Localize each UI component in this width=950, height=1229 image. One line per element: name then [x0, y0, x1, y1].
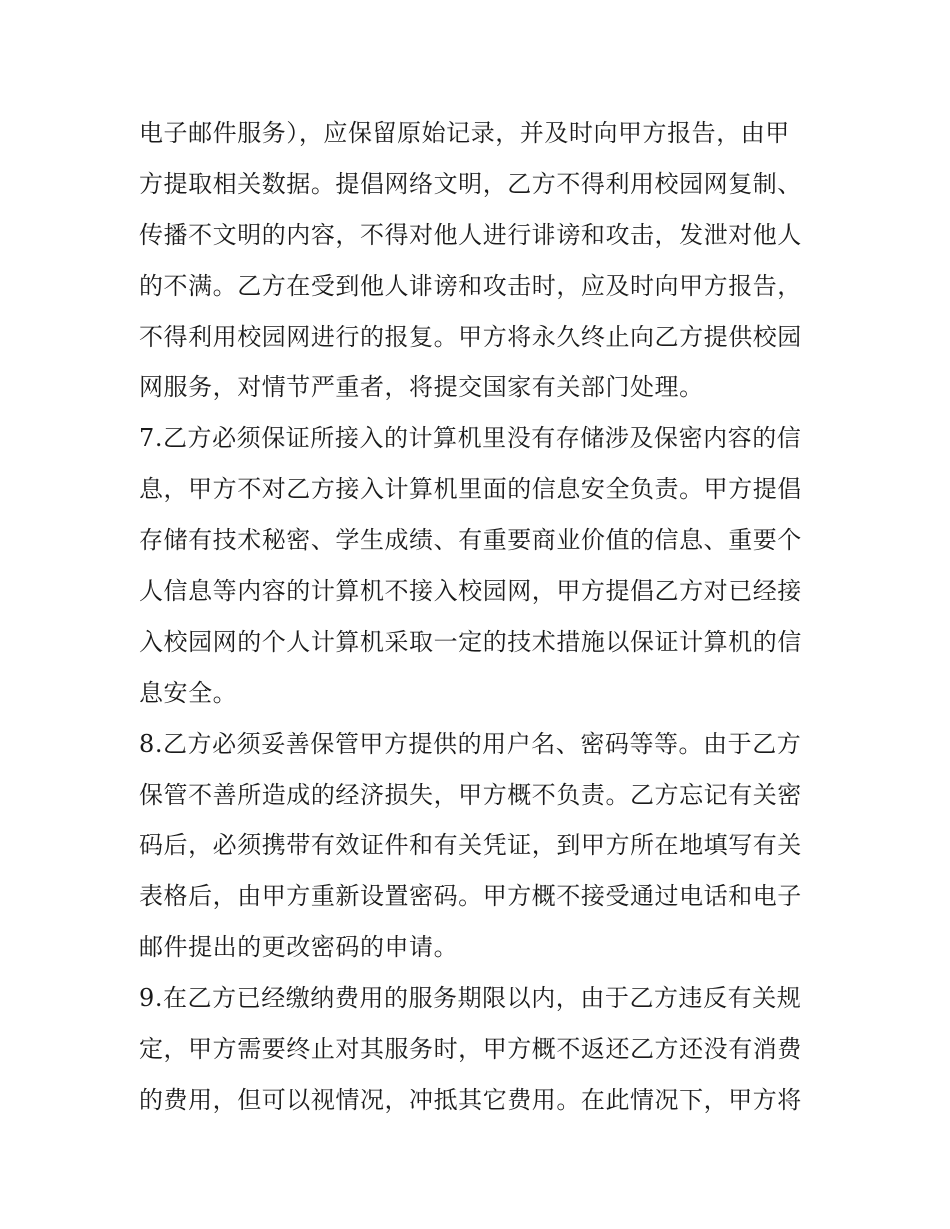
- text-line: 定，甲方需要终止对其服务时，甲方概不返还乙方还没有消费: [139, 1035, 802, 1064]
- text-line: 息，甲方不对乙方接入计算机里面的信息安全负责。甲方提倡: [139, 475, 802, 504]
- text-line: 8.乙方必须妥善保管甲方提供的用户名、密码等等。由于乙方: [139, 729, 802, 758]
- text-line: 存储有技术秘密、学生成绩、有重要商业价值的信息、重要个: [139, 526, 802, 555]
- text-line: 保管不善所造成的经济损失，甲方概不负责。乙方忘记有关密: [139, 780, 802, 809]
- body-text: [139, 108, 819, 1126]
- text-line: 表格后，由甲方重新设置密码。甲方概不接受通过电话和电子: [139, 882, 802, 911]
- text-line: 入校园网的个人计算机采取一定的技术措施以保证计算机的信: [139, 627, 802, 656]
- text-line: 码后，必须携带有效证件和有关凭证，到甲方所在地填写有关: [139, 831, 802, 860]
- text-line: 网服务，对情节严重者，将提交国家有关部门处理。: [139, 373, 704, 402]
- text-line: 不得利用校园网进行的报复。甲方将永久终止向乙方提供校园: [139, 322, 802, 351]
- text-line: 7.乙方必须保证所接入的计算机里没有存储涉及保密内容的信: [139, 424, 802, 453]
- text-line: 息安全。: [139, 678, 238, 707]
- text-line: 传播不文明的内容，不得对他人进行诽谤和攻击，发泄对他人: [139, 220, 802, 249]
- text-line: 邮件提出的更改密码的申请。: [139, 933, 459, 962]
- text-line: 人信息等内容的计算机不接入校园网，甲方提倡乙方对已经接: [139, 577, 802, 606]
- text-line: 的不满。乙方在受到他人诽谤和攻击时，应及时向甲方报告，: [139, 271, 802, 300]
- text-line: 方提取相关数据。提倡网络文明，乙方不得利用校园网复制、: [139, 169, 802, 198]
- text-line: 的费用，但可以视情况，冲抵其它费用。在此情况下，甲方将: [139, 1085, 802, 1114]
- text-line: 电子邮件服务），应保留原始记录，并及时向甲方报告，由甲: [139, 119, 790, 147]
- text-line: 9.在乙方已经缴纳费用的服务期限以内，由于乙方违反有关规: [139, 984, 802, 1013]
